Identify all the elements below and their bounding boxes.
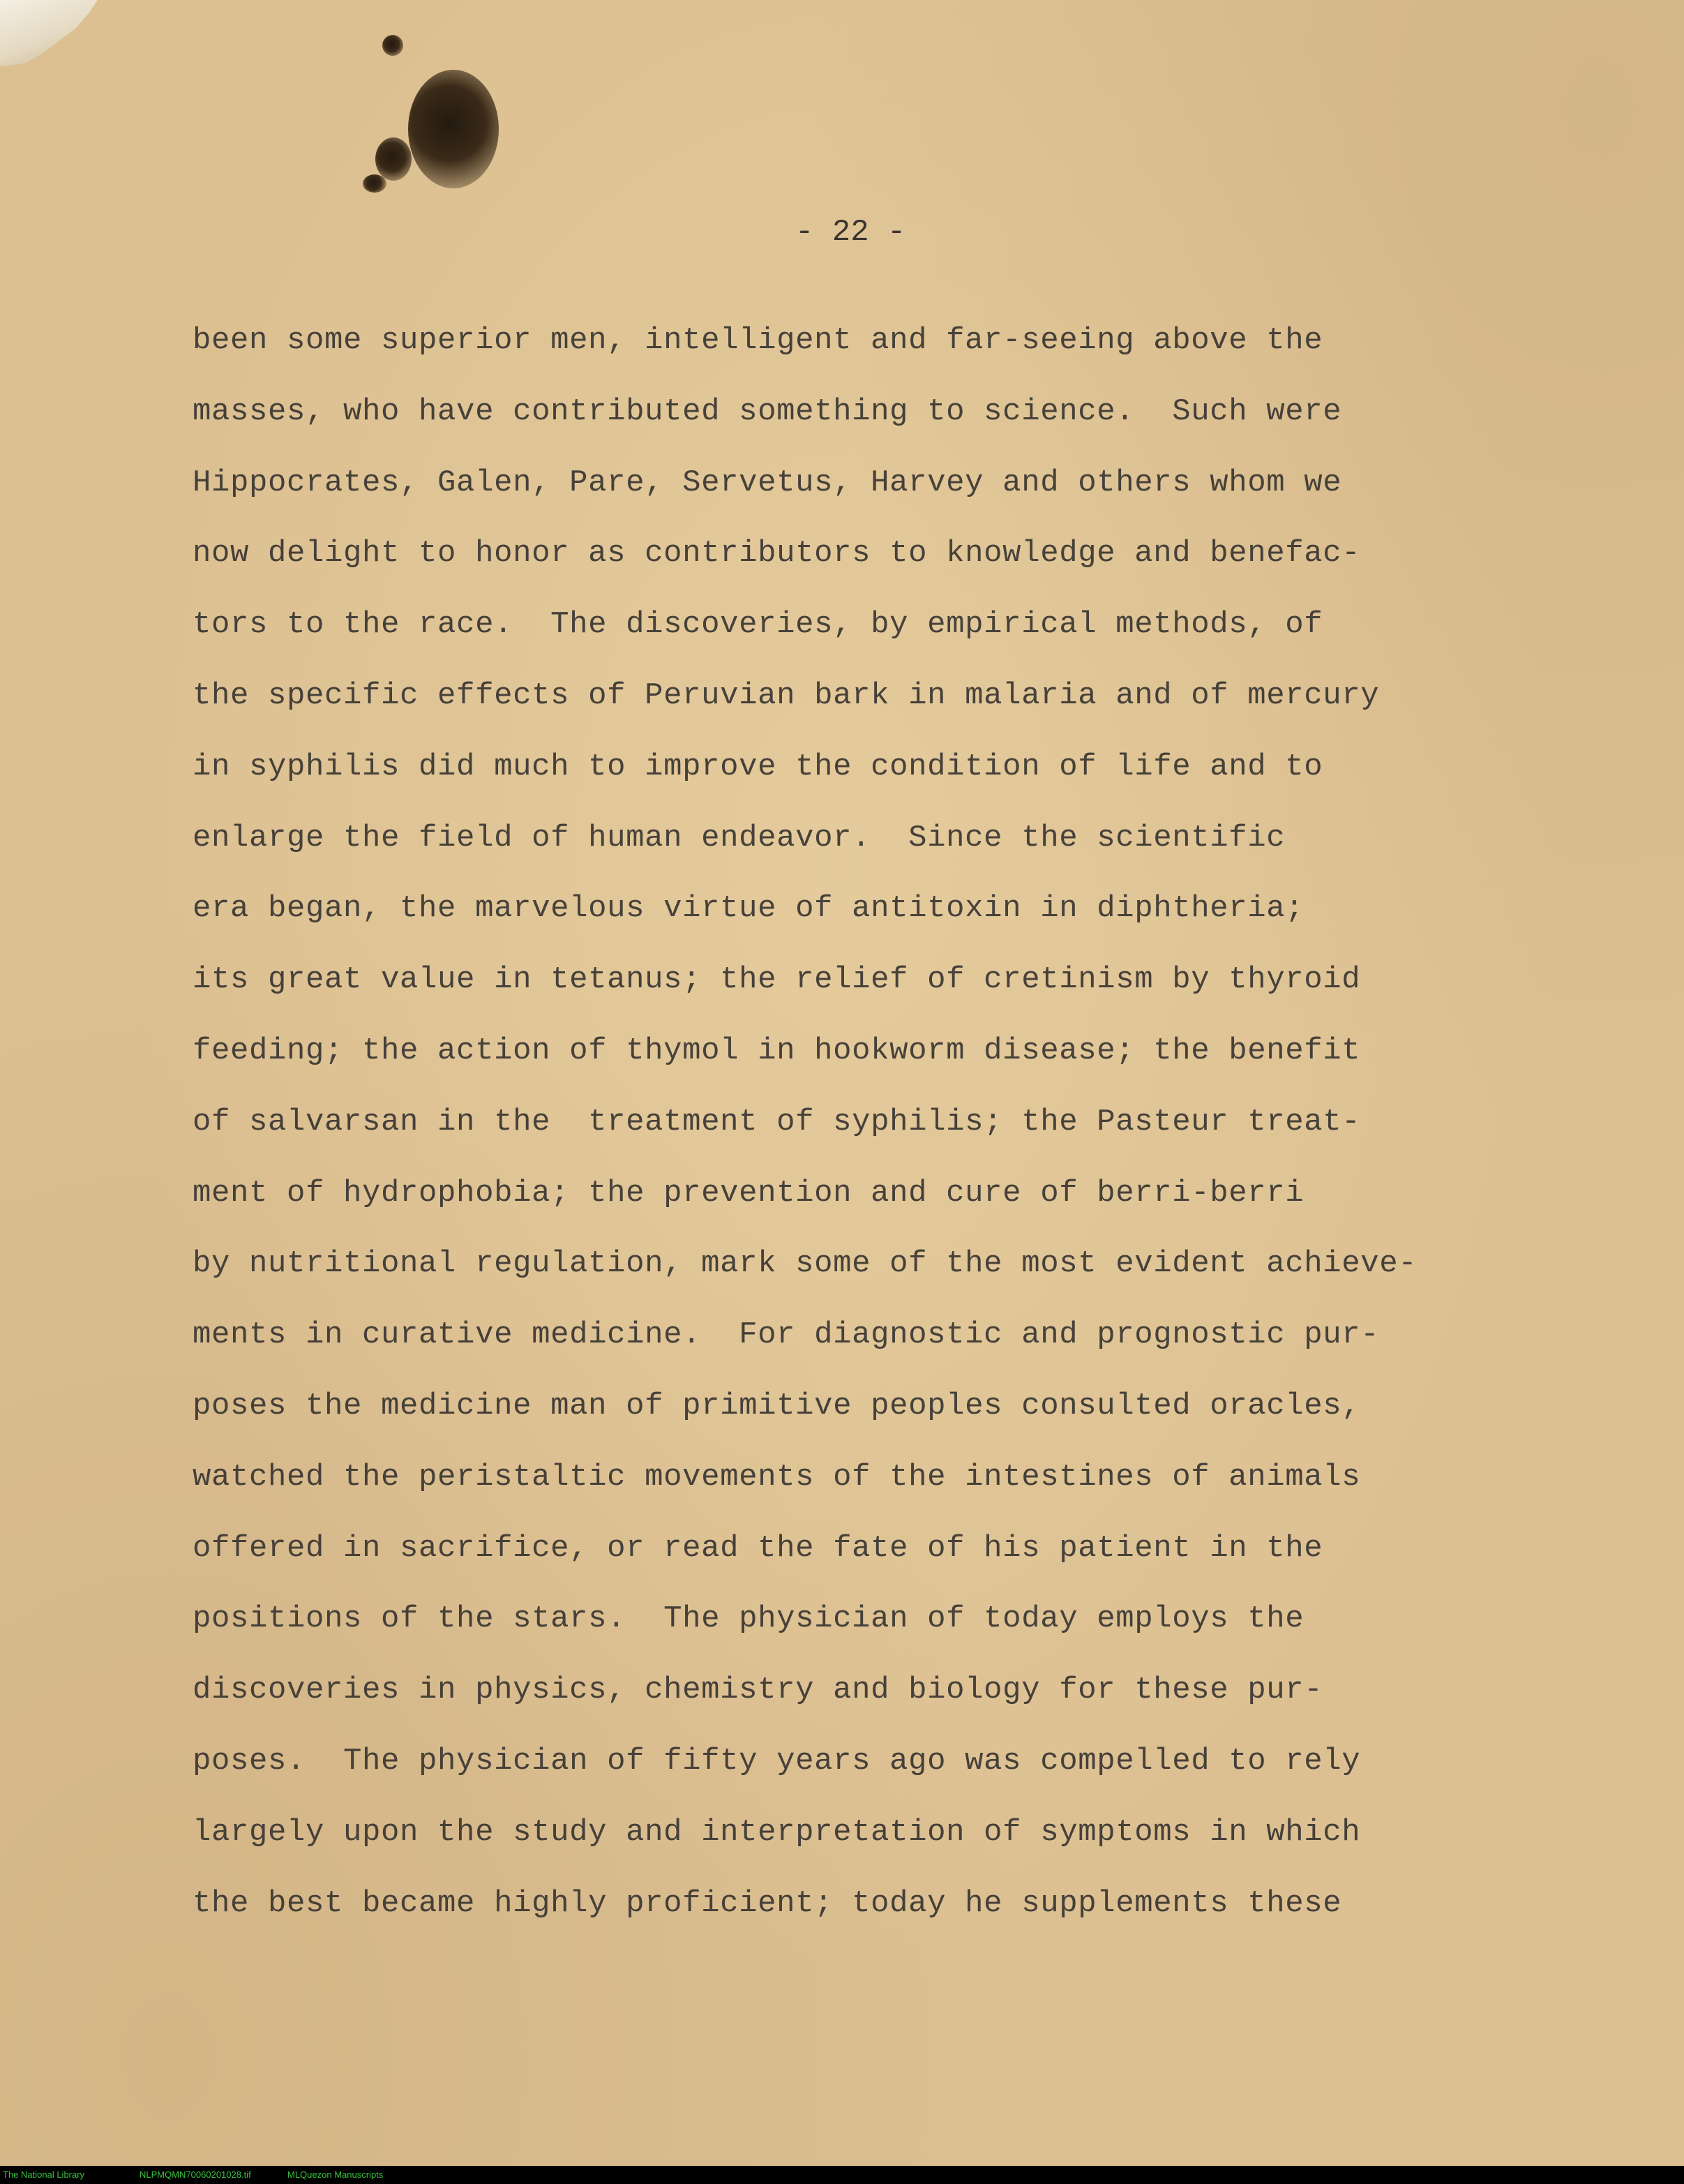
text-line: tors to the race. The discoveries, by empirical methods, of	[193, 607, 1323, 643]
text-line: now delight to honor as contributors to knowledge and benefac-	[193, 536, 1361, 571]
text-line: era began, the marvelous virtue of antitoxin in diphtheria;	[193, 891, 1305, 927]
text-line: the best became highly proficient; today he supplements these	[193, 1885, 1342, 1921]
text-line: largely upon the study and interpretation of symptoms in which	[193, 1814, 1361, 1850]
text-line: masses, who have contributed something to science. Such were	[193, 394, 1342, 429]
text-line: enlarge the field of human endeavor. Since the scientific	[193, 820, 1286, 855]
page-number: - 22 -	[795, 215, 906, 250]
ink-blot	[382, 35, 403, 56]
text-line: ments in curative medicine. For diagnostic and prognostic pur-	[193, 1317, 1380, 1353]
scan-info-footer	[0, 2166, 1684, 2184]
text-line: of salvarsan in the treatment of syphilis; the Pasteur treat-	[193, 1104, 1361, 1139]
text-line: positions of the stars. The physician of today employs the	[193, 1601, 1305, 1637]
text-line: poses the medicine man of primitive peoples consulted oracles,	[193, 1388, 1361, 1423]
text-line: by nutritional regulation, mark some of the most evident achieve-	[193, 1246, 1418, 1282]
torn-paper-corner	[0, 0, 98, 66]
footer-file-name: NLPMQMN70060201028.tif	[140, 2169, 251, 2180]
text-line: poses. The physician of fifty years ago was compelled to rely	[193, 1743, 1361, 1779]
ink-blot	[375, 137, 412, 181]
text-line: the specific effects of Peruvian bark in malaria and of mercury	[193, 678, 1380, 713]
text-line: been some superior men, intelligent and far-seeing above the	[193, 323, 1323, 358]
text-line: ment of hydrophobia; the prevention and cure of berri-berri	[193, 1175, 1305, 1211]
text-line: its great value in tetanus; the relief of cretinism by thyroid	[193, 962, 1361, 998]
text-line: offered in sacrifice, or read the fate of his patient in the	[193, 1530, 1323, 1566]
ink-blot	[363, 174, 386, 193]
footer-library-label: The National Library	[3, 2169, 85, 2180]
footer-collection-label: MLQuezon Manuscripts	[287, 2169, 384, 2180]
text-line: discoveries in physics, chemistry and biology for these pur-	[193, 1673, 1323, 1708]
text-line: feeding; the action of thymol in hookworm disease; the benefit	[193, 1033, 1361, 1068]
typed-body-text	[193, 320, 1588, 1953]
ink-blot	[408, 70, 499, 188]
text-line: Hippocrates, Galen, Pare, Servetus, Harvey and others whom we	[193, 465, 1342, 500]
text-line: watched the peristaltic movements of the intestines of animals	[193, 1459, 1361, 1495]
text-line: in syphilis did much to improve the condition of life and to	[193, 749, 1323, 784]
